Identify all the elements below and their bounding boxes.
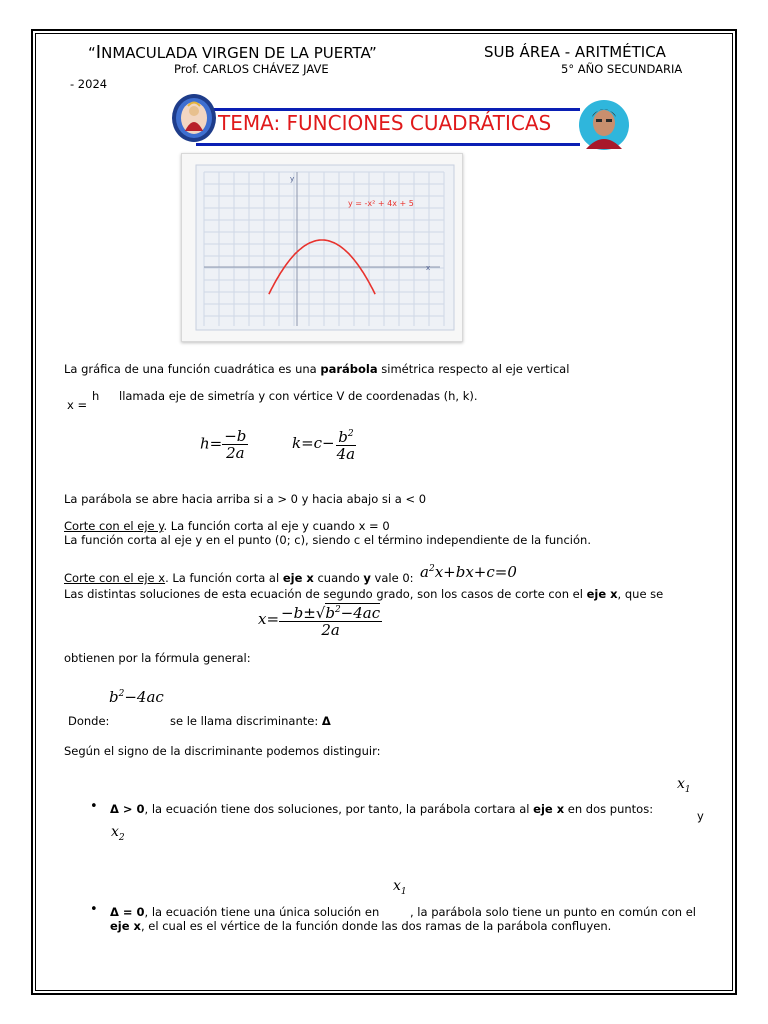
bullet-2-marker: • [90,902,98,917]
paragraph-corte-y: Corte con el eje y. La función corta al eje y cuando x = 0 [64,519,390,533]
bullet-delta-positive: Δ > 0, la ecuación tiene dos soluciones, por tanto, la parábola cortara al eje x en dos puntos: [110,802,654,816]
school-crest-icon [171,93,217,143]
school-quote: “ [88,44,96,62]
parabola-figure [181,153,463,342]
year-label: - 2024 [70,77,108,91]
discriminant-text: se le llama discriminante: Δ [170,714,331,728]
parabola-graph [182,154,462,341]
y-axis-label: y [290,175,295,183]
title-rule-bottom [196,143,580,146]
paragraph-corte-y-point: La función corta al eje y en el punto (0; c), siendo c el término independiente de la función. [64,533,591,547]
paragraph-solutions: Las distintas soluciones de esta ecuación de segundo grado, son los casos de corte con el eje x, que se [64,587,664,601]
paragraph-general-formula: obtienen por la fórmula general: [64,651,251,665]
bullet-delta-zero-line2: eje x, el cual es el vértice de la función donde las dos ramas de la parábola confluyen. [110,919,612,933]
page-title: TEMA: FUNCIONES CUADRÁTICAS [218,111,552,135]
teacher-photo-icon [578,99,630,151]
school-name [88,42,377,63]
school-initial: I [95,42,102,63]
bullet-delta-zero-cont: , la parábola solo tiene un punto en común con el [410,905,696,919]
k-formula: k=c− $\frac{b^2}{4a}$ [292,428,356,463]
quadratic-equation: $a^2x+bx+c=0$ [420,563,517,581]
paragraph-parabola: La gráfica de una función cuadrática es una parábola simétrica respecto al eje vertical [64,362,570,376]
h-formula: h= $\frac{-b}{2a}$ [200,427,247,462]
paragraph-sign: Según el signo de la discriminante podemos distinguir: [64,744,381,758]
x-equals: x = [67,398,88,412]
bullet-delta-zero: Δ = 0, la ecuación tiene una única solución en [110,905,380,919]
y-conjunction: y [697,809,704,823]
school-rest: NMACULADA VIRGEN DE LA PUERTA” [101,44,377,62]
paragraph-corte-x: Corte con el eje x. La función corta al eje x cuando y vale 0: [64,571,414,585]
paragraph-axis: llamada eje de simetría y con vértice V de coordenadas (h, k). [119,389,478,403]
h-letter: h [92,389,100,403]
x1-symbol: $x_1$ [677,776,691,795]
teacher-name: Prof. CARLOS CHÁVEZ JAVE [174,62,329,76]
x-axis-label: x [426,264,431,272]
donde-label: Donde: [68,714,110,728]
x2-symbol: $x_2$ [111,824,125,843]
discriminant-expression: $b^2-4ac$ [109,688,164,706]
paragraph-opening: La parábola se abre hacia arriba si a > 0 y hacia abajo si a < 0 [64,492,427,506]
delta-symbol: Δ [321,714,331,728]
subarea: SUB ÁREA - ARITMÉTICA [484,43,666,61]
parabola-equation: y = -x² + 4x + 5 [348,199,414,208]
x1-single-symbol: $x_1$ [393,878,407,897]
grade-label: 5° AÑO SECUNDARIA [561,62,683,76]
general-formula: x= $\frac{-b\pm√b^2-4ac}{2a}$ [258,604,381,639]
bullet-1-marker: • [90,799,98,814]
